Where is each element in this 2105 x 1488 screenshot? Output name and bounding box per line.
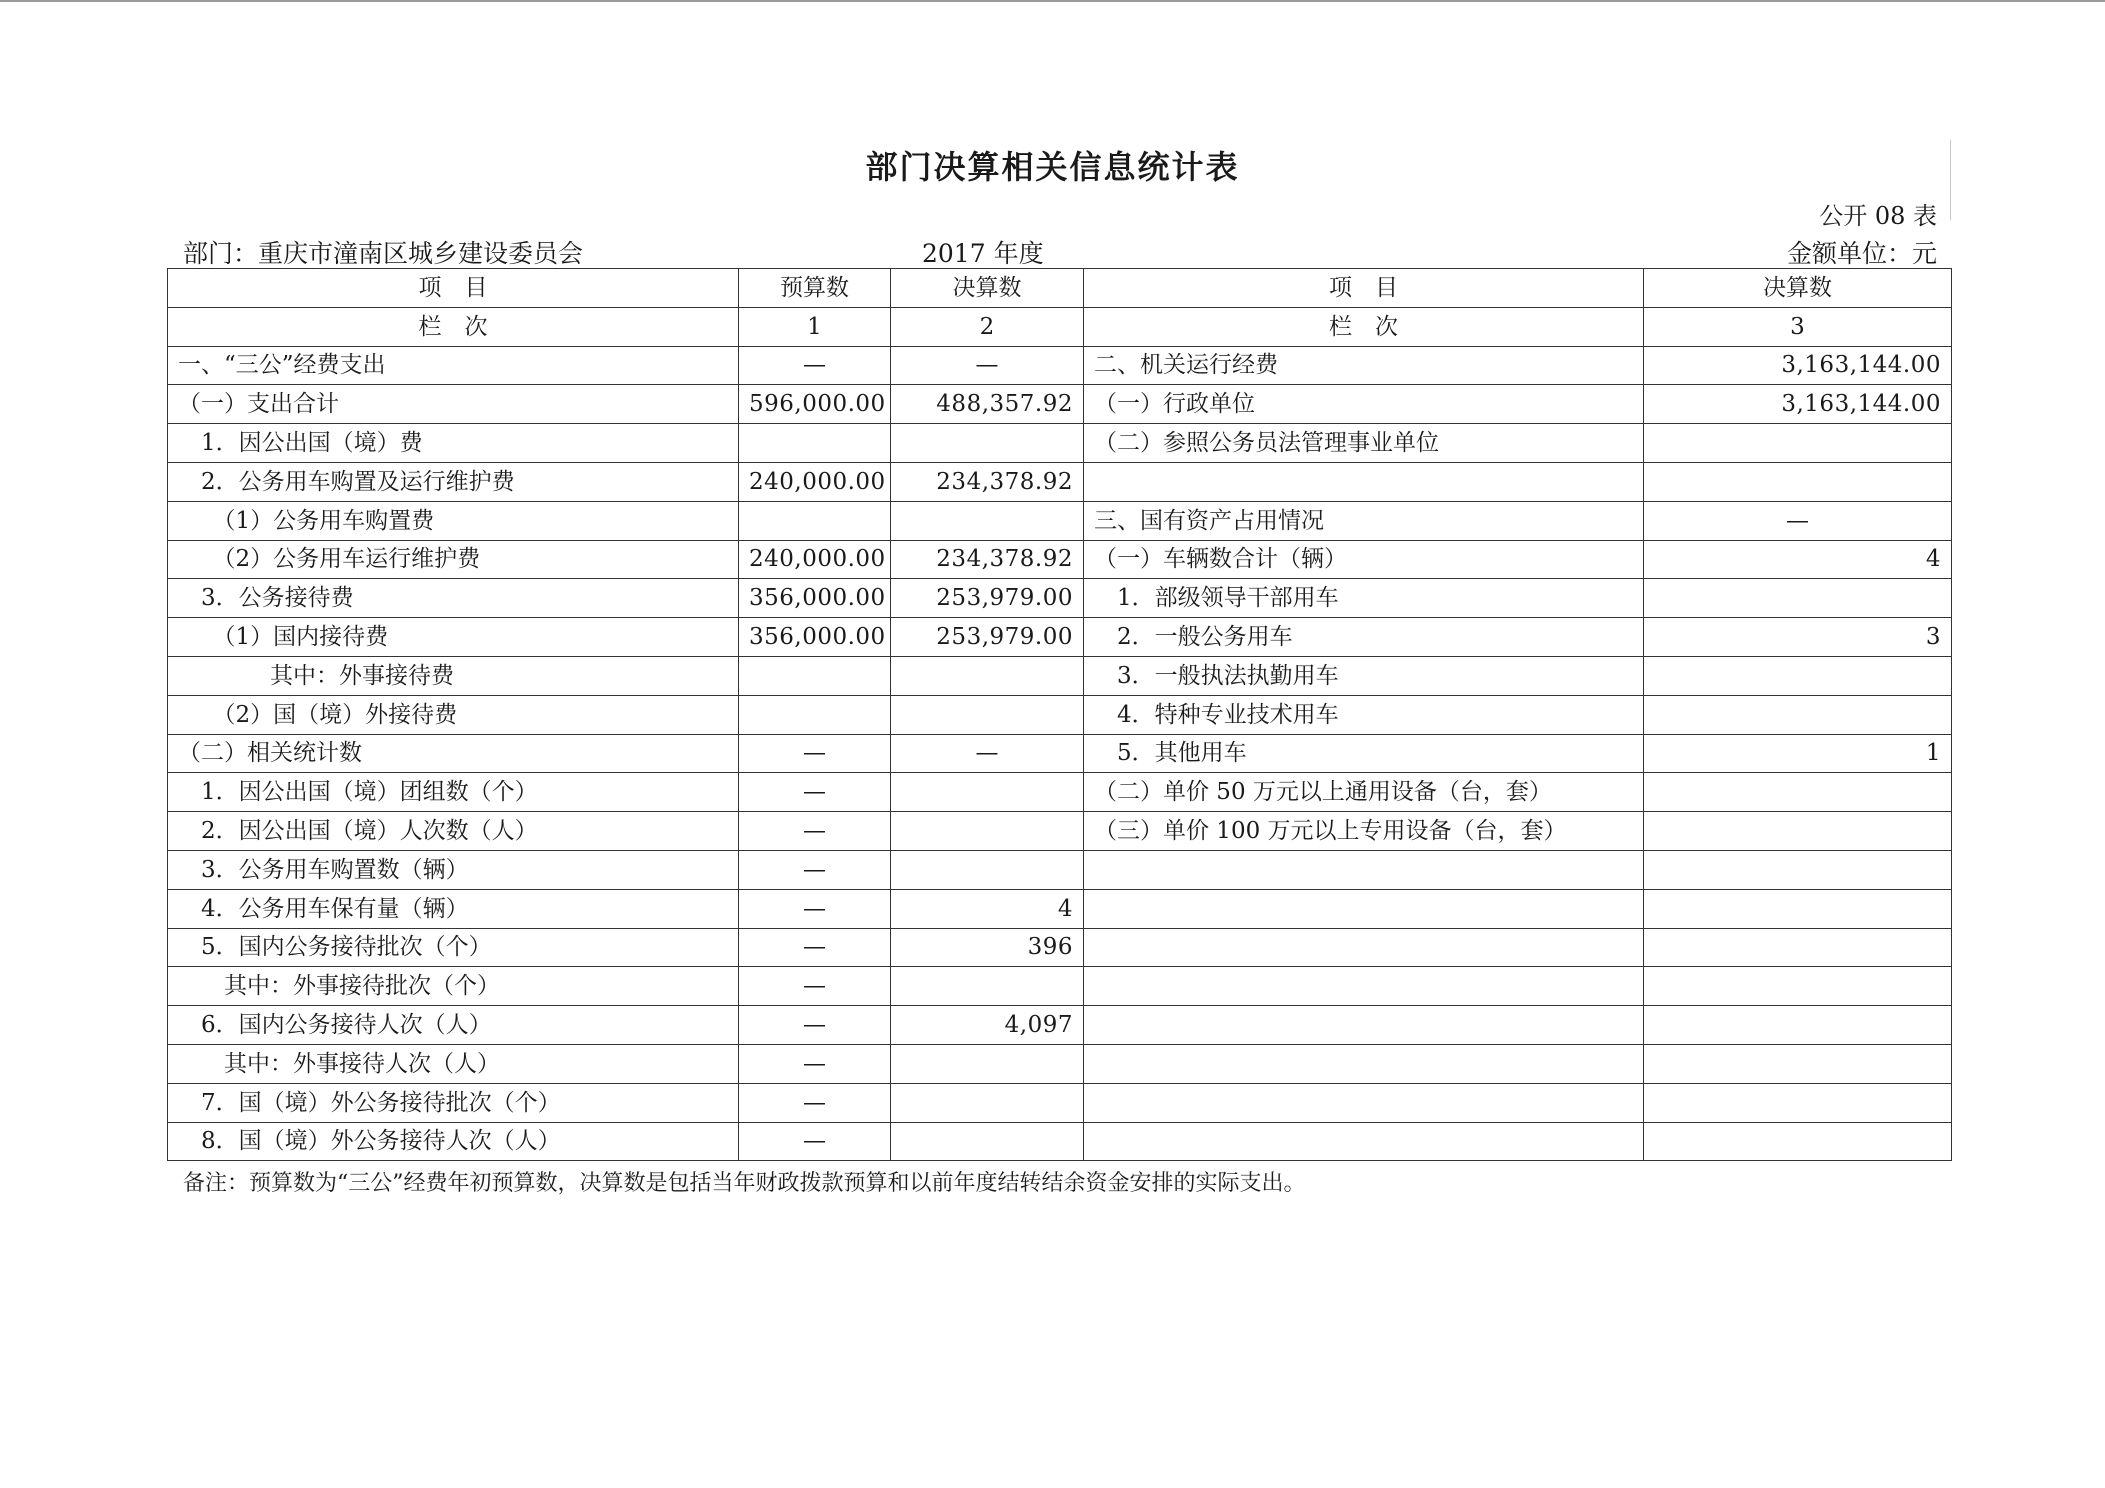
- row-final-right: [1644, 928, 1952, 967]
- column-index-3: 3: [1644, 307, 1952, 346]
- row-budget: —: [739, 346, 891, 385]
- row-item: 1．因公出国（境）费: [168, 424, 739, 463]
- row-item-right: [1084, 1083, 1644, 1122]
- row-item: 2．公务用车购置及运行维护费: [168, 462, 739, 501]
- table-row: [168, 695, 1952, 734]
- row-final: 396: [891, 928, 1084, 967]
- row-item-right: [1084, 967, 1644, 1006]
- row-final: —: [891, 346, 1084, 385]
- row-final: [891, 812, 1084, 851]
- row-budget: —: [739, 1006, 891, 1045]
- table-row: [168, 618, 1952, 657]
- statistics-table: [167, 268, 1952, 1161]
- row-budget: 596,000.00: [739, 385, 891, 424]
- row-item-right: （一）行政单位: [1084, 385, 1644, 424]
- row-item-right: 1．部级领导干部用车: [1084, 579, 1644, 618]
- row-final: 4,097: [891, 1006, 1084, 1045]
- table-header-row: [168, 269, 1952, 308]
- row-item-right: 二、机关运行经费: [1084, 346, 1644, 385]
- row-final-right: 4: [1644, 540, 1952, 579]
- row-final-right: [1644, 1122, 1952, 1161]
- row-item: 其中：外事接待费: [168, 656, 739, 695]
- fiscal-year: 2017 年度: [922, 239, 1044, 268]
- row-item: 7．国（境）外公务接待批次（个）: [168, 1083, 739, 1122]
- header-item: 项 目: [168, 269, 739, 308]
- row-budget: —: [739, 928, 891, 967]
- row-final: 253,979.00: [891, 579, 1084, 618]
- row-item: 6．国内公务接待人次（人）: [168, 1006, 739, 1045]
- row-final: [891, 1083, 1084, 1122]
- row-final-right: [1644, 773, 1952, 812]
- row-budget: 240,000.00: [739, 540, 891, 579]
- row-budget: —: [739, 1044, 891, 1083]
- column-index-2: 2: [891, 307, 1084, 346]
- table-row: [168, 928, 1952, 967]
- header-final: 决算数: [891, 269, 1084, 308]
- table-row: [168, 1122, 1952, 1161]
- row-item-right: [1084, 889, 1644, 928]
- row-budget: —: [739, 850, 891, 889]
- table-row: [168, 812, 1952, 851]
- row-item-right: （一）车辆数合计（辆）: [1084, 540, 1644, 579]
- row-item-right: （二）参照公务员法管理事业单位: [1084, 424, 1644, 463]
- row-budget: —: [739, 734, 891, 773]
- row-final-right: [1644, 1006, 1952, 1045]
- row-final-right: [1644, 1083, 1952, 1122]
- row-item: 2．因公出国（境）人次数（人）: [168, 812, 739, 851]
- table-row: [168, 501, 1952, 540]
- row-item: （2）公务用车运行维护费: [168, 540, 739, 579]
- table-row: [168, 656, 1952, 695]
- row-item: （二）相关统计数: [168, 734, 739, 773]
- column-label-right: 栏 次: [1084, 307, 1644, 346]
- column-label: 栏 次: [168, 307, 739, 346]
- row-item: （1）公务用车购置费: [168, 501, 739, 540]
- column-index-row: [168, 307, 1952, 346]
- row-final: 4: [891, 889, 1084, 928]
- header-final-right: 决算数: [1644, 269, 1952, 308]
- row-final-right: 3,163,144.00: [1644, 346, 1952, 385]
- row-item-right: [1084, 928, 1644, 967]
- row-item: 3．公务用车购置数（辆）: [168, 850, 739, 889]
- table-row: [168, 889, 1952, 928]
- row-final: [891, 695, 1084, 734]
- row-item: （2）国（境）外接待费: [168, 695, 739, 734]
- row-final-right: [1644, 889, 1952, 928]
- row-item: 1．因公出国（境）团组数（个）: [168, 773, 739, 812]
- row-budget: [739, 695, 891, 734]
- table-row: [168, 1044, 1952, 1083]
- row-final: [891, 967, 1084, 1006]
- row-budget: [739, 656, 891, 695]
- row-item-right: [1084, 1122, 1644, 1161]
- table-row: [168, 346, 1952, 385]
- table-row: [168, 385, 1952, 424]
- row-final-right: 3,163,144.00: [1644, 385, 1952, 424]
- row-budget: 356,000.00: [739, 579, 891, 618]
- table-row: [168, 424, 1952, 463]
- row-item-right: 3．一般执法执勤用车: [1084, 656, 1644, 695]
- table-row: [168, 1083, 1952, 1122]
- row-final: [891, 501, 1084, 540]
- row-final-right: [1644, 695, 1952, 734]
- row-budget: [739, 501, 891, 540]
- row-item: （1）国内接待费: [168, 618, 739, 657]
- table-row: [168, 540, 1952, 579]
- row-budget: [739, 424, 891, 463]
- row-final: [891, 1044, 1084, 1083]
- row-final: —: [891, 734, 1084, 773]
- table-row: [168, 967, 1952, 1006]
- row-budget: 240,000.00: [739, 462, 891, 501]
- row-final-right: [1644, 579, 1952, 618]
- table-row: [168, 734, 1952, 773]
- page-title: 部门决算相关信息统计表: [865, 148, 1240, 186]
- header-item-right: 项 目: [1084, 269, 1644, 308]
- header-budget: 预算数: [739, 269, 891, 308]
- row-budget: —: [739, 773, 891, 812]
- row-item: 5．国内公务接待批次（个）: [168, 928, 739, 967]
- department-label: 部门：重庆市潼南区城乡建设委员会: [183, 239, 584, 268]
- amount-unit: 金额单位：元: [1786, 239, 1937, 268]
- row-item-right: 2．一般公务用车: [1084, 618, 1644, 657]
- row-final: [891, 850, 1084, 889]
- row-item: 一、“三公”经费支出: [168, 346, 739, 385]
- footnote: 备注：预算数为“三公”经费年初预算数，决算数是包括当年财政拨款预算和以前年度结转结余资金安排的实际支出。: [183, 1171, 1306, 1196]
- row-final: 253,979.00: [891, 618, 1084, 657]
- row-final: 488,357.92: [891, 385, 1084, 424]
- form-number: 公开 08 表: [1819, 202, 1937, 230]
- row-final-right: [1644, 812, 1952, 851]
- row-final-right: [1644, 462, 1952, 501]
- row-item: 4．公务用车保有量（辆）: [168, 889, 739, 928]
- row-final-right: [1644, 656, 1952, 695]
- row-item-right: [1084, 1006, 1644, 1045]
- row-final: [891, 424, 1084, 463]
- table-row: [168, 462, 1952, 501]
- top-border-line: [0, 0, 2105, 2]
- column-index-1: 1: [739, 307, 891, 346]
- row-final-right: 1: [1644, 734, 1952, 773]
- row-budget: 356,000.00: [739, 618, 891, 657]
- row-final-right: [1644, 424, 1952, 463]
- row-final: 234,378.92: [891, 540, 1084, 579]
- table-row: [168, 850, 1952, 889]
- table-row: [168, 1006, 1952, 1045]
- row-item: 8．国（境）外公务接待人次（人）: [168, 1122, 739, 1161]
- row-item-right: [1084, 1044, 1644, 1083]
- row-item-right: [1084, 462, 1644, 501]
- row-final-right: [1644, 967, 1952, 1006]
- row-budget: —: [739, 967, 891, 1006]
- row-final: [891, 1122, 1084, 1161]
- row-final: [891, 773, 1084, 812]
- row-budget: —: [739, 1083, 891, 1122]
- row-item-right: 三、国有资产占用情况: [1084, 501, 1644, 540]
- row-final-right: [1644, 850, 1952, 889]
- row-item: 3．公务接待费: [168, 579, 739, 618]
- row-final: 234,378.92: [891, 462, 1084, 501]
- row-item: 其中：外事接待批次（个）: [168, 967, 739, 1006]
- row-final-right: 3: [1644, 618, 1952, 657]
- row-budget: —: [739, 1122, 891, 1161]
- row-item: （一）支出合计: [168, 385, 739, 424]
- table-row: [168, 773, 1952, 812]
- row-item-right: （二）单价 50 万元以上通用设备（台，套）: [1084, 773, 1644, 812]
- row-final: [891, 656, 1084, 695]
- row-item-right: 4．特种专业技术用车: [1084, 695, 1644, 734]
- row-final-right: [1644, 1044, 1952, 1083]
- row-final-right: —: [1644, 501, 1952, 540]
- row-item-right: 5．其他用车: [1084, 734, 1644, 773]
- row-item-right: （三）单价 100 万元以上专用设备（台，套）: [1084, 812, 1644, 851]
- row-item-right: [1084, 850, 1644, 889]
- row-item: 其中：外事接待人次（人）: [168, 1044, 739, 1083]
- table-row: [168, 579, 1952, 618]
- row-budget: —: [739, 889, 891, 928]
- row-budget: —: [739, 812, 891, 851]
